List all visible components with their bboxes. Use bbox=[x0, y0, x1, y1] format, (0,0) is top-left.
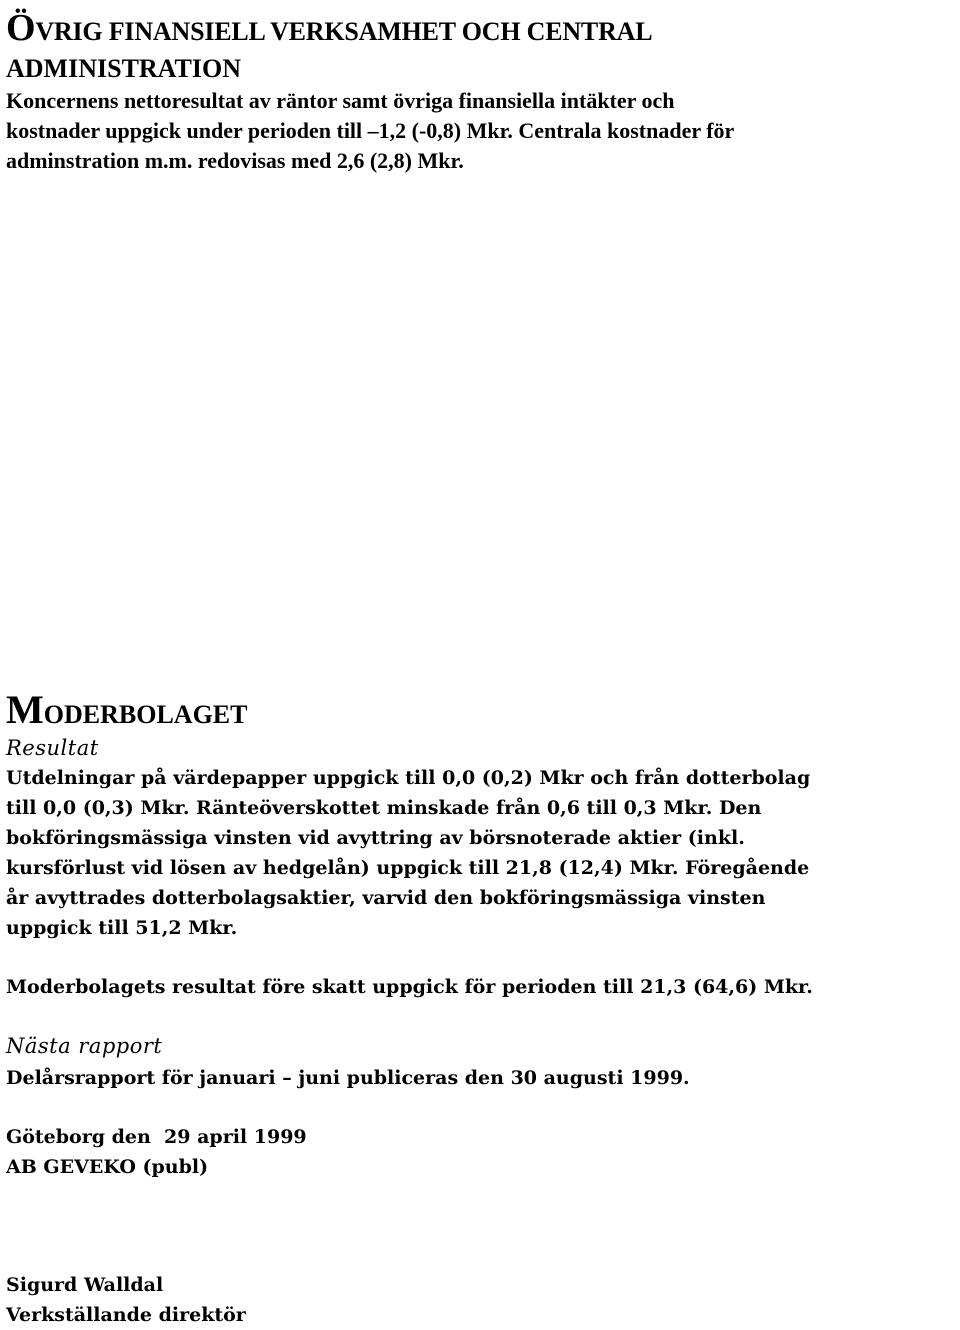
signatory-name: Sigurd Walldal bbox=[6, 1274, 164, 1296]
paragraph-line: till 0,0 (0,3) Mkr. Ränteöverskottet minskade från 0,6 till 0,3 Mkr. Den bbox=[6, 797, 762, 819]
paragraph-line: adminstration m.m. redovisas med 2,6 (2,8) Mkr. bbox=[6, 148, 464, 173]
subheading-next-report: Nästa rapport bbox=[6, 1034, 163, 1058]
paragraph-line: kostnader uppgick under perioden till –1,2 (-0,8) Mkr. Centrala kostnader för bbox=[6, 118, 735, 143]
paragraph-line: bokföringsmässiga vinsten vid avyttring av börsnoterade aktier (inkl. bbox=[6, 827, 745, 849]
pretax-result-paragraph: Moderbolagets resultat före skatt uppgick för perioden till 21,3 (64,6) Mkr. bbox=[6, 976, 813, 998]
signature-place-block bbox=[6, 1122, 956, 1182]
heading-initial: M bbox=[6, 687, 44, 732]
finance-paragraph bbox=[6, 86, 956, 176]
company-name: AB GEVEKO (publ) bbox=[6, 1156, 209, 1178]
next-report-paragraph: Delårsrapport för januari – juni publiceras den 30 augusti 1999. bbox=[6, 1067, 690, 1089]
paragraph-line: Utdelningar på värdepapper uppgick till 0,0 (0,2) Mkr och från dotterbolag bbox=[6, 767, 811, 789]
heading-text: VRIG FINANSIELL VERKSAMHET OCH CENTRAL bbox=[35, 17, 653, 46]
heading-text: ODERBOLAGET bbox=[43, 700, 248, 729]
paragraph-line: Koncernens nettoresultat av räntor samt övriga finansiella intäkter och bbox=[6, 88, 675, 113]
result-paragraph bbox=[6, 763, 956, 943]
heading-initial: Ö bbox=[6, 7, 36, 49]
place-date: Göteborg den 29 april 1999 bbox=[6, 1126, 307, 1148]
section-heading-finance-line2: ADMINISTRATION bbox=[6, 54, 241, 83]
signatory-block bbox=[6, 1270, 956, 1330]
paragraph-line: uppgick till 51,2 Mkr. bbox=[6, 917, 238, 939]
paragraph-line: kursförlust vid lösen av hedgelån) uppgick till 21,8 (12,4) Mkr. Föregående bbox=[6, 857, 810, 879]
section-heading-finance bbox=[6, 6, 956, 54]
paragraph-line: år avyttrades dotterbolagsaktier, varvid den bokföringsmässiga vinsten bbox=[6, 887, 766, 909]
subheading-result: Resultat bbox=[6, 736, 99, 760]
signatory-title: Verkställande direktör bbox=[6, 1304, 246, 1326]
section-heading-parent bbox=[6, 686, 956, 739]
